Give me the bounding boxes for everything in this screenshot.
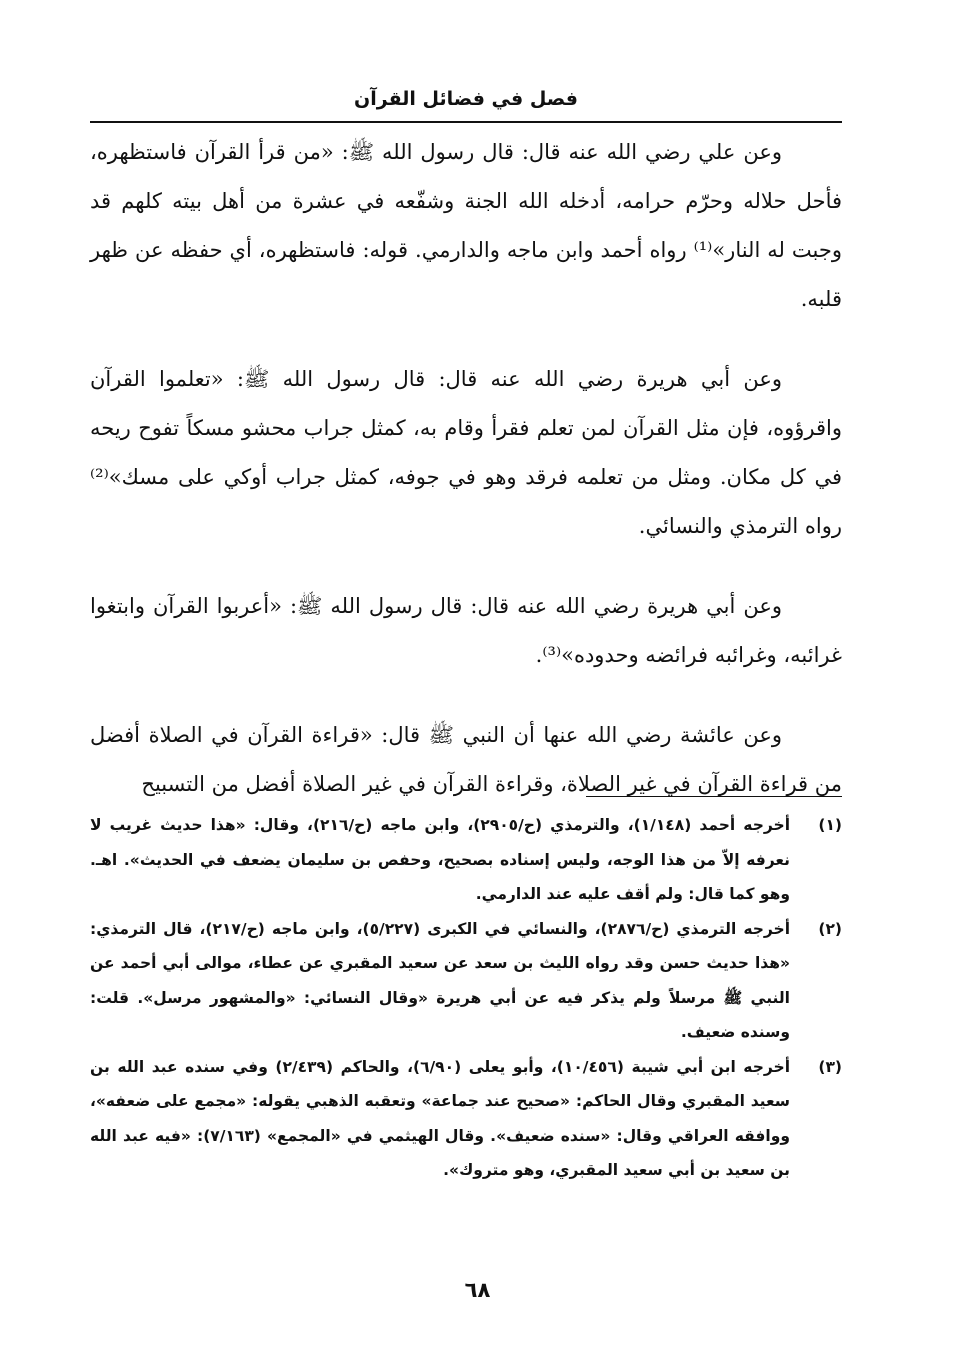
footnote-number: (٣) [818, 1057, 842, 1076]
footnote-divider [586, 796, 842, 797]
footnote-text: أخرجه ابن أبي شيبة (١٠/٤٥٦)، وأبو يعلى (٦/٩٠)، والحاكم (٢/٤٣٩) وفي سنده عبد الله بن سعيد المقبري وقال الحاكم: «صحيح عند جماعة» وتعقبه الذهبي يقوله: «مجمع على ضعفه»، ووافقه العراقي وقال: «سنده ضعيف». وقال الهيثمي في «المجمع» (٧/١٦٣): «فيه عبد الله بن سعيد بن أبي سعيد المقبري، وهو متروك». [90, 1057, 791, 1179]
footnotes [90, 808, 842, 1188]
paragraph [90, 128, 842, 324]
footnote-number: (١) [818, 816, 842, 834]
paragraph-text: وعن أبي هريرة رضي الله عنه قال: قال رسول الله ﷺ: «تعلموا القرآن واقرؤوه، فإن مثل القرآن لمن تعلم فقرأ وقام به، كمثل جراب محشو مسكاً تفوح ريحه في كل مكان. ومثل من تعلمه فرقد وهو في جوفه، كمثل جراب أوكي على مسك»⁽²⁾ رواه الترمذي والنسائي. [90, 367, 842, 538]
paragraph-text: وعن أبي هريرة رضي الله عنه قال: قال رسول الله ﷺ: «أعربوا القرآن وابتغوا غرائبه، وغرائبه فرائضه وحدوده»⁽³⁾. [90, 594, 842, 667]
paragraph [90, 355, 842, 551]
paragraph [90, 582, 842, 680]
main-text [90, 128, 842, 840]
footnote-text: أخرجه الترمذي (ح/٢٨٧٦)، والنسائي في الكبرى (٥/٢٢٧)، وابن ماجه (ح/٢١٧)، قال الترمذي: «هذا حديث حسن وقد رواه الليث بن سعد عن سعيد المقبري عن عطاء، موالى أبي أحمد عن النبي ﷺ مرسلاً ولم يذكر فيه عن أبي هريرة «وقال النسائي: «والمشهور مرسل». قلت: وسنده ضعيف. [90, 919, 791, 1041]
header-divider [90, 121, 842, 123]
footnote-number: (٢) [818, 919, 842, 938]
paragraph-text: وعن علي رضي الله عنه قال: قال رسول الله ﷺ: «من قرأ القرآن فاستظهره، فأحل حلاله وحرّم حرامه، أدخله الله الجنة وشفّعه في عشرة من أهل بيته كلهم قد وجبت له النار»⁽¹⁾ رواه أحمد وابن ماجه والدارمي. قوله: فاستظهره، أي حفظه عن ظهر قلبه. [90, 140, 843, 311]
paragraph [90, 711, 842, 809]
footnote [90, 1050, 842, 1188]
footnote [90, 808, 842, 912]
footnote-text: أخرجه أحمد (١/١٤٨)، والترمذي (ح/٢٩٠٥)، وابن ماجه (ح/٢١٦)، وقال: «هذا حديث غريب لا نعرفه إلاّ من هذا الوجه، وليس إسناده بصحيح، وحفص بن سليمان يضعف في الحديث». اهـ. وهو كما قال: ولم أقف عليه عند الدارمي. [90, 816, 791, 903]
footnote [90, 912, 842, 1050]
running-header: فصل في فضائل القرآن [354, 88, 578, 110]
paragraph-text: وعن عائشة رضي الله عنها أن النبي ﷺ قال: «قراءة القرآن في الصلاة أفضل من قراءة القرآن في غير الصلاة، وقراءة القرآن في غير الصلاة أفضل من التسبيح [90, 723, 842, 796]
page-number: ٦٨ [464, 1278, 491, 1302]
